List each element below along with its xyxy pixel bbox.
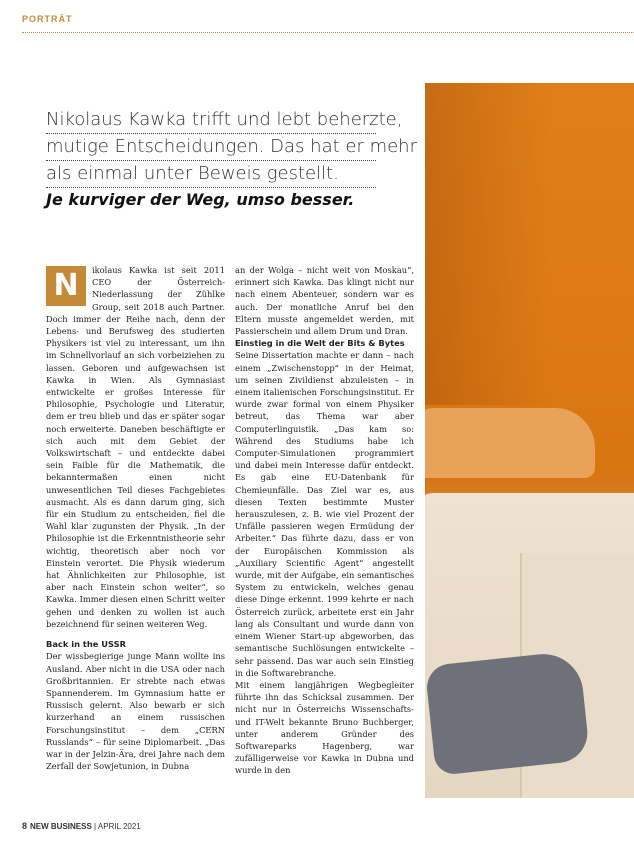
grey-cushion bbox=[425, 650, 590, 776]
body-paragraph: an der Wolga – nicht weit von Moskau“, erinnert sich Kawka. Das klingt nicht nur nach einem Abenteuer, sondern war es auch. Der monatliche Anruf bei den Eltern musste angemeldet werden, mit Passierschein und allem Drum und Dran. bbox=[235, 265, 414, 337]
lead-line: als einmal unter Beweis gestellt. bbox=[46, 161, 376, 188]
section-label: PORTRÄT bbox=[22, 14, 73, 24]
issue-date: APRIL 2021 bbox=[97, 822, 141, 831]
portrait-photo bbox=[425, 83, 634, 798]
drop-cap: N bbox=[46, 266, 86, 306]
section-divider bbox=[22, 32, 634, 33]
page-footer bbox=[22, 821, 141, 831]
page-number: 8 bbox=[22, 821, 28, 831]
lead-text bbox=[46, 107, 417, 188]
lead-line: mutige Entscheidungen. Das hat er mehr bbox=[46, 134, 376, 161]
article-column-right bbox=[235, 264, 414, 777]
article-headline: Je kurviger der Weg, umso besser. bbox=[46, 190, 355, 209]
subheading-back-in-ussr: Back in the USSR bbox=[46, 639, 126, 650]
intro-text: ikolaus Kawka ist seit 2011 CEO der Österreich-Niederlassung der Zühlke Group, seit 2018 auch Partner. Doch immer der Reihe nach, denn der Lebens- und Berufsweg des studierten Physikers ist viel zu interessant, um ihn im Schnellvorlauf an sich vorbeiziehen zu lassen. Geboren und aufgewachsen ist Kawka in Wien. Als Gymnasiast entwickelte er großes Interesse für Philosophie, Psychologie und Literatur, dem er treu blieb und das er später sogar noch erweiterte. Daneben beschäftigte er sich auch mit dem Gebiet der Volkswirtschaft – und entdeckte dabei sein Faible für die Mathematik, die bekanntermaßen einen nicht unwesentlichen Teil dieses Fachgebietes ausmacht. Als es dann darum ging, sich für ein Studium zu entscheiden, fiel die Wahl klar zugunsten der Physik. „In der Philosophie ist die Erkenntnistheorie sehr wichtig, theoretisch aber noch vor Einstein verortet. Die Physik wiederum hat Ähnlichkeiten zur Philosophie, ist aber nach Einstein schon weiter“, so Kawka. Immer diesen einen Schritt weiter gehen und denken zu wollen ist auch bezeichnend für seinen weiteren Weg. bbox=[46, 265, 225, 629]
footer-separator: | bbox=[94, 822, 97, 831]
orange-cushion bbox=[425, 408, 595, 478]
body-paragraph: Mit einem langjährigen Wegbegleiter führte ihn das Schicksal zusammen. Der nicht nur in Österreichs Wissenschafts- und IT-Welt bekannte Bruno Buchberger, unter anderem Gründer des Softwareparks Hagenberg, war zufälligerweise vor Kawka in Dubna und wurde in den bbox=[235, 679, 414, 776]
intro-paragraph bbox=[46, 264, 225, 630]
body-paragraph: Seine Dissertation machte er dann – nach einem „Zwischenstopp“ in der Heimat, um seinen Zivildienst abzuleisten – in einem italienischen Forschungsinstitut. Er wurde zwar formal von einem Physiker betreut, das Thema war aber Computerlinguistik. „Das kam so: Während des Studiums habe ich Computer-Simulationen programmiert und dabei mein Interesse dafür entdeckt. Es gab eine EU-Datenbank für Chemieunfälle. Das Ziel war es, aus diesen Texten bestimmte Muster herauszulesen, z. B. wie viel Prozent der Unfälle passieren wegen Ermüdung der Arbeiter.“ Das führte dazu, dass er von der Europäischen Kommission als „Auxiliary Scientific Agent“ angestellt wurde, mit der Aufgabe, ein semantisches System zu entwickeln, welches genau diese Dinge erkennt. 1999 kehrte er nach Österreich zurück, arbeitete erst ein Jahr lang als Consultant und wurde dann von einem Wiener Start-up abgeworben, das semantische Suchlösungen entwickelte – sehr passend. Das war auch sein Einstieg in die Softwarebranche. bbox=[235, 350, 414, 678]
subheading-bits-bytes: Einstieg in die Welt der Bits & Bytes bbox=[235, 338, 405, 349]
article-column-left bbox=[46, 264, 225, 772]
lead-line: Nikolaus Kawka trifft und lebt beherzte, bbox=[46, 107, 376, 134]
magazine-name: NEW BUSINESS bbox=[30, 822, 92, 831]
body-paragraph: Der wissbegierige junge Mann wollte ins Ausland. Aber nicht in die USA oder nach Großbritannien. Er strebte nach etwas Spannenderem. Im Gymnasium hatte er Russisch gelernt. Also bewarb er sich kurzerhand an einem russischen Forschungsinstitut – dem „CERN Russlands“ – für seine Diplomarbeit. „Das war in der Jelzin-Ära, drei Jahre nach dem Zerfall der Sowjetunion, in Dubna bbox=[46, 651, 225, 772]
